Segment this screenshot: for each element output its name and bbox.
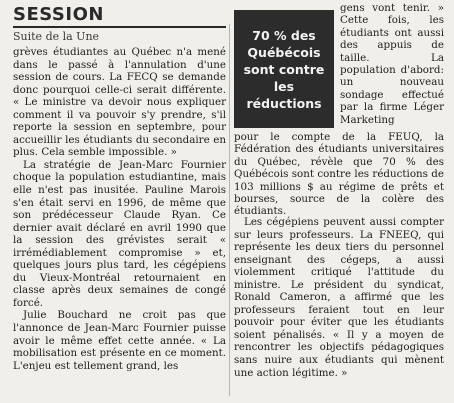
section-kicker: SESSION [13,4,104,25]
article-paragraph: Julie Bouchard ne croit pas que l'annonce de Jean-Marc Fournier puisse avoir le même effet cette année. « La mobilisation est présente en ce moment. L'enjeu est tellement grand, les [13,309,226,372]
article-column-2 [234,216,444,379]
section-header [13,5,226,28]
article-paragraph: grèves étudiantes au Québec n'a mené dans le passé à l'annulation d'une session de cours. La FECQ se demande donc pourquoi celle-ci serait différente. « Le ministre va devoir nous expliquer comment il va pouvoir s'y prendre, s'il reporte la session en septembre, pour accueillir les étudiants du secondaire en plus. Cela semble impossible. » [13,46,226,159]
article-column-2-top [340,2,444,126]
article-column-2-mid [234,131,444,218]
pullquote-box [234,10,334,128]
column-divider [229,24,230,396]
article-paragraph: pour le compte de la FEUQ, la Fédération des étudiants universitaires du Québec, révèle que 70 % des Québécois sont contre les réductions de 103 millions $ au régime de prêts et bourses, source de la colère des étudiants. [234,131,444,218]
continued-from-front-label: Suite de la Une [13,30,100,43]
pullquote-text: 70 % des Québécois sont contre les réductions [243,27,325,111]
article-column-1 [13,46,226,372]
article-paragraph: gens vont tenir. » Cette fois, les étudiants ont aussi des appuis de taille. La population d'abord: un nouveau sondage effectué par la firme Léger Marketing [340,2,444,126]
article-paragraph: La stratégie de Jean-Marc Fournier choque la population estudiantine, mais elle n'est pas inusitée. Pauline Marois s'en était servi en 1996, de même que son prédécesseur Claude Ryan. Ce dernier avait déclaré en avril 1990 que la session des grévistes serait « irrémédiablement compromise » et, quelques jours plus tard, les cégépiens du Vieux-Montréal retournaient en classe après deux semaines de congé forcé. [13,158,226,309]
article-paragraph: Les cégépiens peuvent aussi compter sur leurs professeurs. La FNEEQ, qui représente les deux tiers du personnel enseignant des cégeps, a aussi violemment critiqué l'attitude du ministre. Le président du syndicat, Ronald Cameron, a affirmé que les professeurs feraient tout en leur pouvoir pour éviter que les étudiants soient pénalisés. « Il y a moyen de rencontrer les objectifs pédagogiques sans nuire aux étudiants qui mènent une action légitime. » [234,216,444,379]
